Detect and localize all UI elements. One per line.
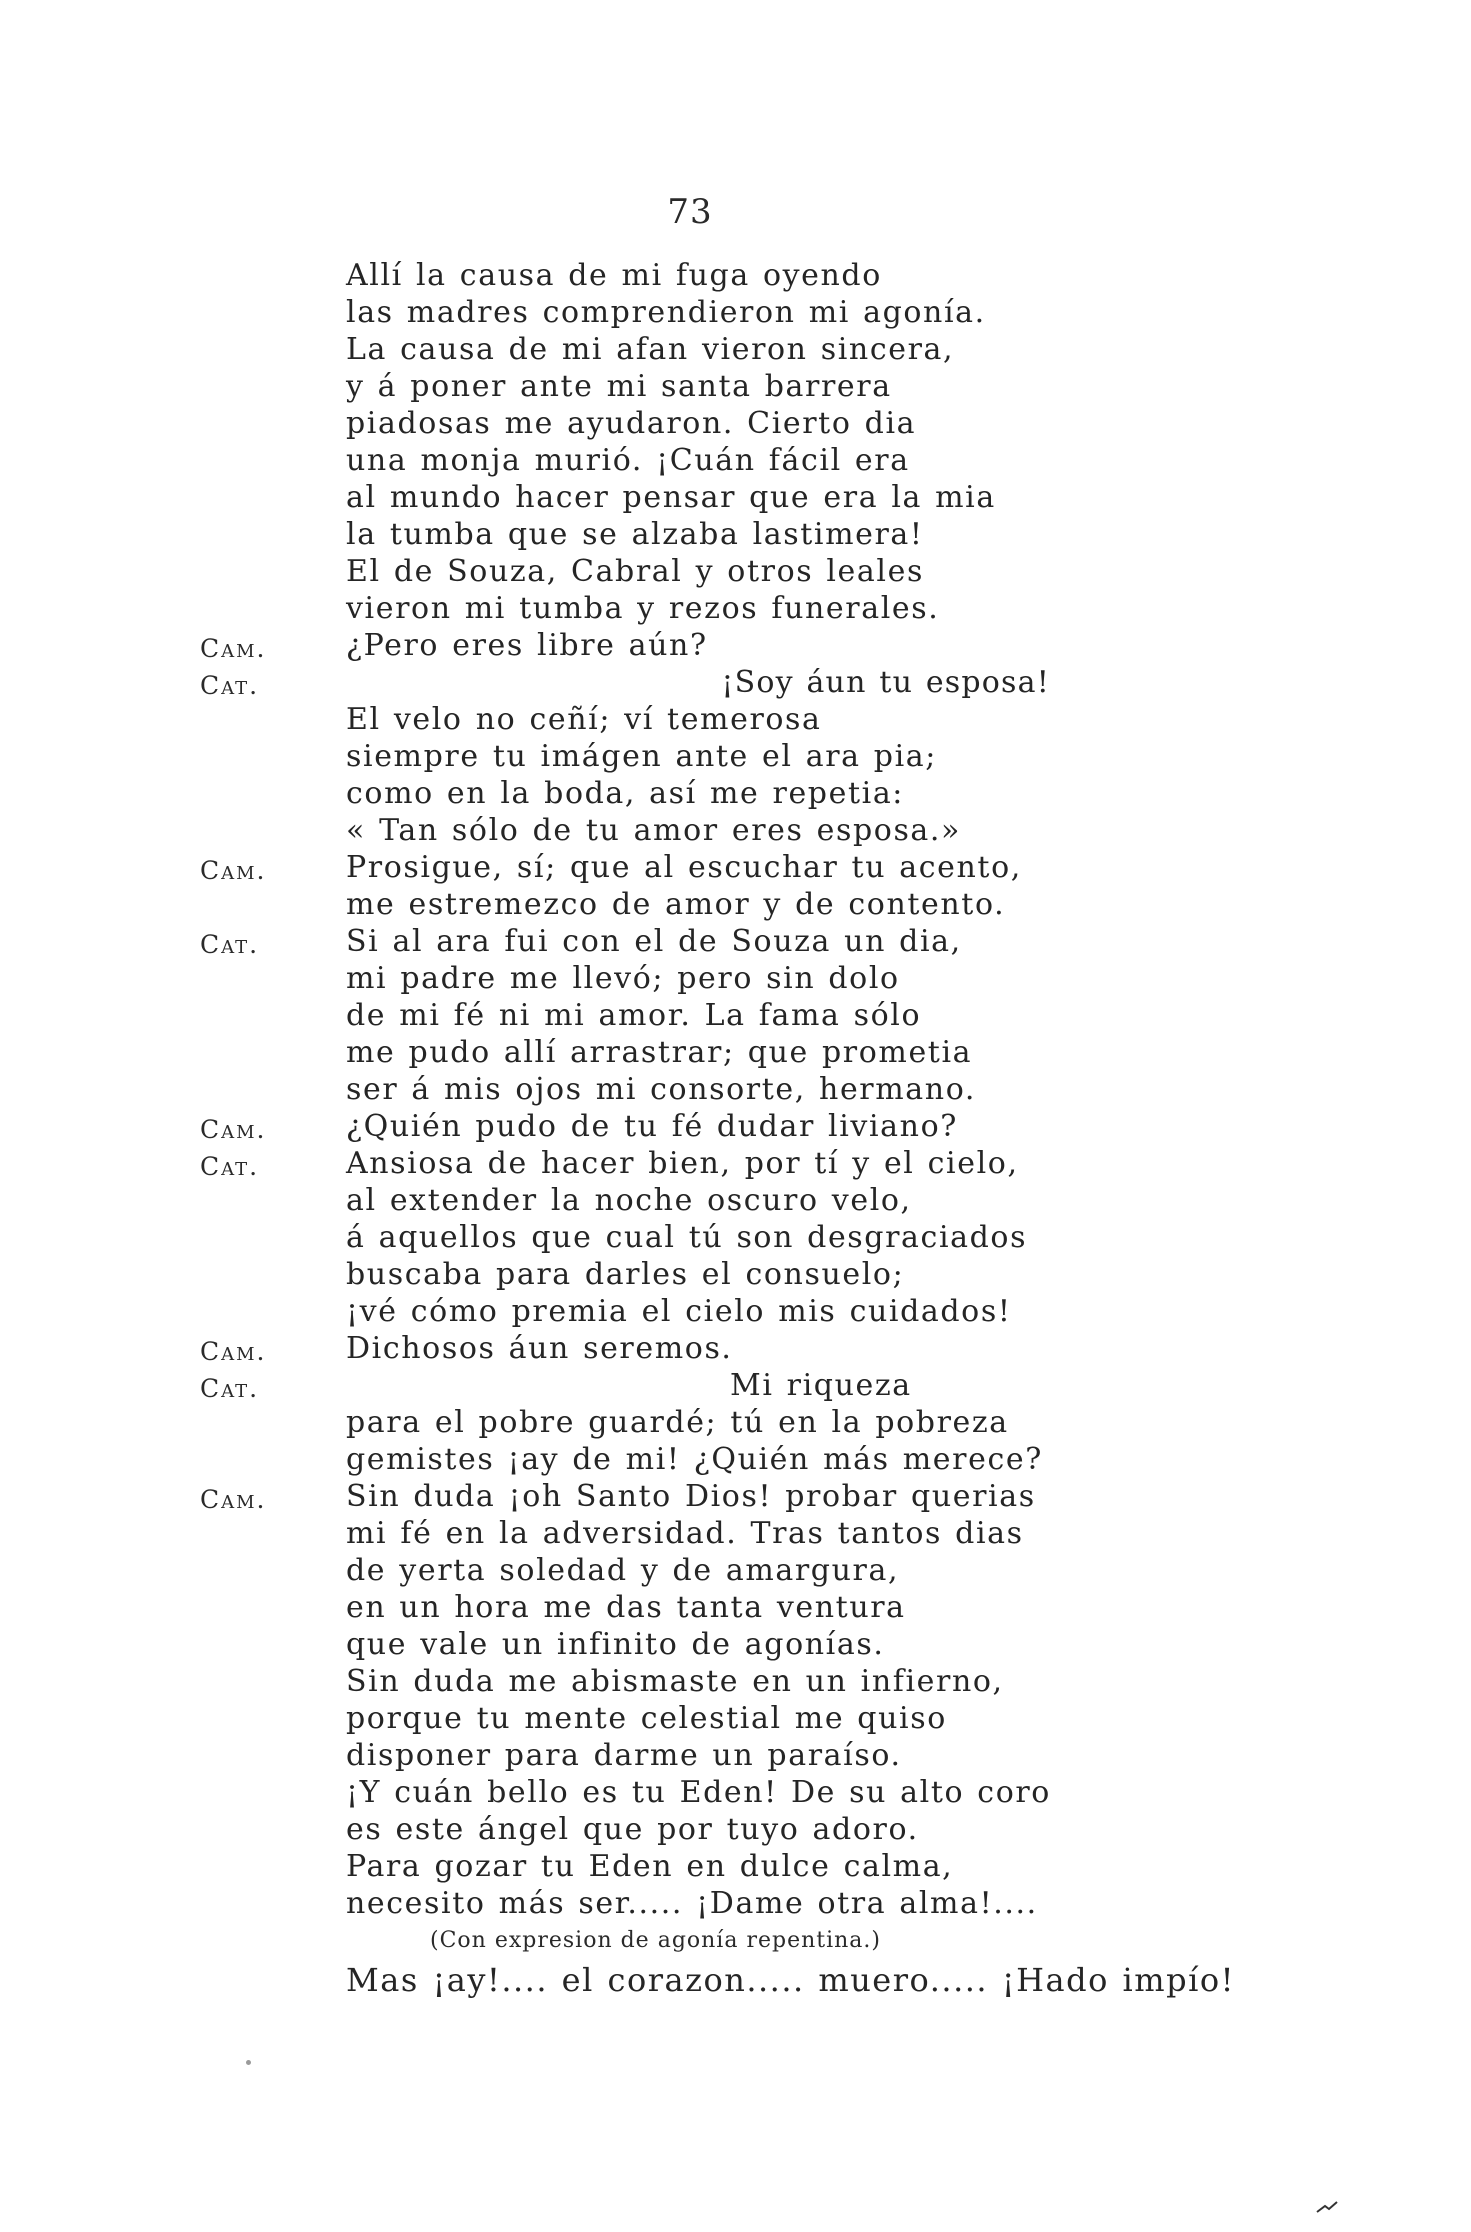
verse-line: ¡Y cuán bello es tu Eden! De su alto coro	[346, 1775, 1051, 1810]
verse-line: buscaba para darles el consuelo;	[346, 1257, 905, 1292]
corner-ink-mark	[1315, 2200, 1341, 2214]
verse-line: gemistes ¡ay de mi! ¿Quién más merece?	[346, 1442, 1043, 1477]
speaker-label-cam: Cam.	[200, 1485, 267, 1514]
verse-line: Mi riqueza	[730, 1368, 912, 1403]
page-number: 73	[667, 192, 713, 232]
verse-line: siempre tu imágen ante el ara pia;	[346, 739, 937, 774]
verse-line: Allí la causa de mi fuga oyendo	[346, 258, 882, 293]
verse-line: Sin duda ¡oh Santo Dios! probar querias	[346, 1479, 1036, 1514]
verse-line: Sin duda me abismaste en un infierno,	[346, 1664, 1004, 1699]
verse-line: ¡vé cómo premia el cielo mis cuidados!	[346, 1294, 1012, 1329]
verse-line: ¿Pero eres libre aún?	[346, 628, 708, 663]
speaker-label-cam: Cam.	[200, 1115, 267, 1144]
verse-line: de mi fé ni mi amor. La fama sólo	[346, 998, 922, 1033]
verse-line: al extender la noche oscuro velo,	[346, 1183, 912, 1218]
speaker-label-cat: Cat.	[200, 1374, 260, 1403]
speaker-label-cam: Cam.	[200, 856, 267, 885]
verse-line: que vale un infinito de agonías.	[346, 1627, 885, 1662]
verse-line: me estremezco de amor y de contento.	[346, 887, 1006, 922]
verse-line: una monja murió. ¡Cuán fácil era	[346, 443, 910, 478]
verse-line: me pudo allí arrastrar; que prometia	[346, 1035, 973, 1070]
verse-line: como en la boda, así me repetia:	[346, 776, 905, 811]
stage-direction: (Con expresion de agonía repentina.)	[430, 1928, 882, 1953]
verse-line: ¡Soy áun tu esposa!	[721, 665, 1050, 700]
verse-line: « Tan sólo de tu amor eres esposa.»	[346, 813, 962, 848]
verse-line: mi padre me llevó; pero sin dolo	[346, 961, 900, 996]
verse-line: Si al ara fui con el de Souza un dia,	[346, 924, 962, 959]
verse-line: necesito más ser..... ¡Dame otra alma!....	[346, 1886, 1038, 1921]
verse-line: vieron mi tumba y rezos funerales.	[346, 591, 940, 626]
verse-line: las madres comprendieron mi agonía.	[346, 295, 986, 330]
verse-line: Para gozar tu Eden en dulce calma,	[346, 1849, 954, 1884]
verse-line: disponer para darme un paraíso.	[346, 1738, 902, 1773]
speaker-label-cat: Cat.	[200, 671, 260, 700]
verse-line: á aquellos que cual tú son desgraciados	[346, 1220, 1028, 1255]
speaker-label-cat: Cat.	[200, 1152, 260, 1181]
verse-line: en un hora me das tanta ventura	[346, 1590, 906, 1625]
verse-line: Ansiosa de hacer bien, por tí y el cielo,	[346, 1146, 1019, 1181]
verse-line: la tumba que se alzaba lastimera!	[346, 517, 924, 552]
verse-line: ser á mis ojos mi consorte, hermano.	[346, 1072, 976, 1107]
verse-line: El de Souza, Cabral y otros leales	[346, 554, 924, 589]
verse-line: La causa de mi afan vieron sincera,	[346, 332, 955, 367]
verse-line: ¿Quién pudo de tu fé dudar liviano?	[346, 1109, 958, 1144]
verse-line: Prosigue, sí; que al escuchar tu acento,	[346, 850, 1022, 885]
verse-line: y á poner ante mi santa barrera	[346, 369, 892, 404]
verse-line: al mundo hacer pensar que era la mia	[346, 480, 996, 515]
verse-line: es este ángel que por tuyo adoro.	[346, 1812, 919, 1847]
verse-line: Mas ¡ay!.... el corazon..... muero..... ¡Hado impío!	[346, 1961, 1235, 1999]
verse-line: Dichosos áun seremos.	[346, 1331, 733, 1366]
verse-line: piadosas me ayudaron. Cierto dia	[346, 406, 917, 441]
verse-line: El velo no ceñí; ví temerosa	[346, 702, 822, 737]
print-speck	[246, 2060, 251, 2065]
verse-line: porque tu mente celestial me quiso	[346, 1701, 947, 1736]
verse-line: de yerta soledad y de amargura,	[346, 1553, 900, 1588]
speaker-label-cat: Cat.	[200, 930, 260, 959]
speaker-label-cam: Cam.	[200, 634, 267, 663]
speaker-label-cam: Cam.	[200, 1337, 267, 1366]
verse-line: para el pobre guardé; tú en la pobreza	[346, 1405, 1009, 1440]
verse-line: mi fé en la adversidad. Tras tantos dias	[346, 1516, 1024, 1551]
